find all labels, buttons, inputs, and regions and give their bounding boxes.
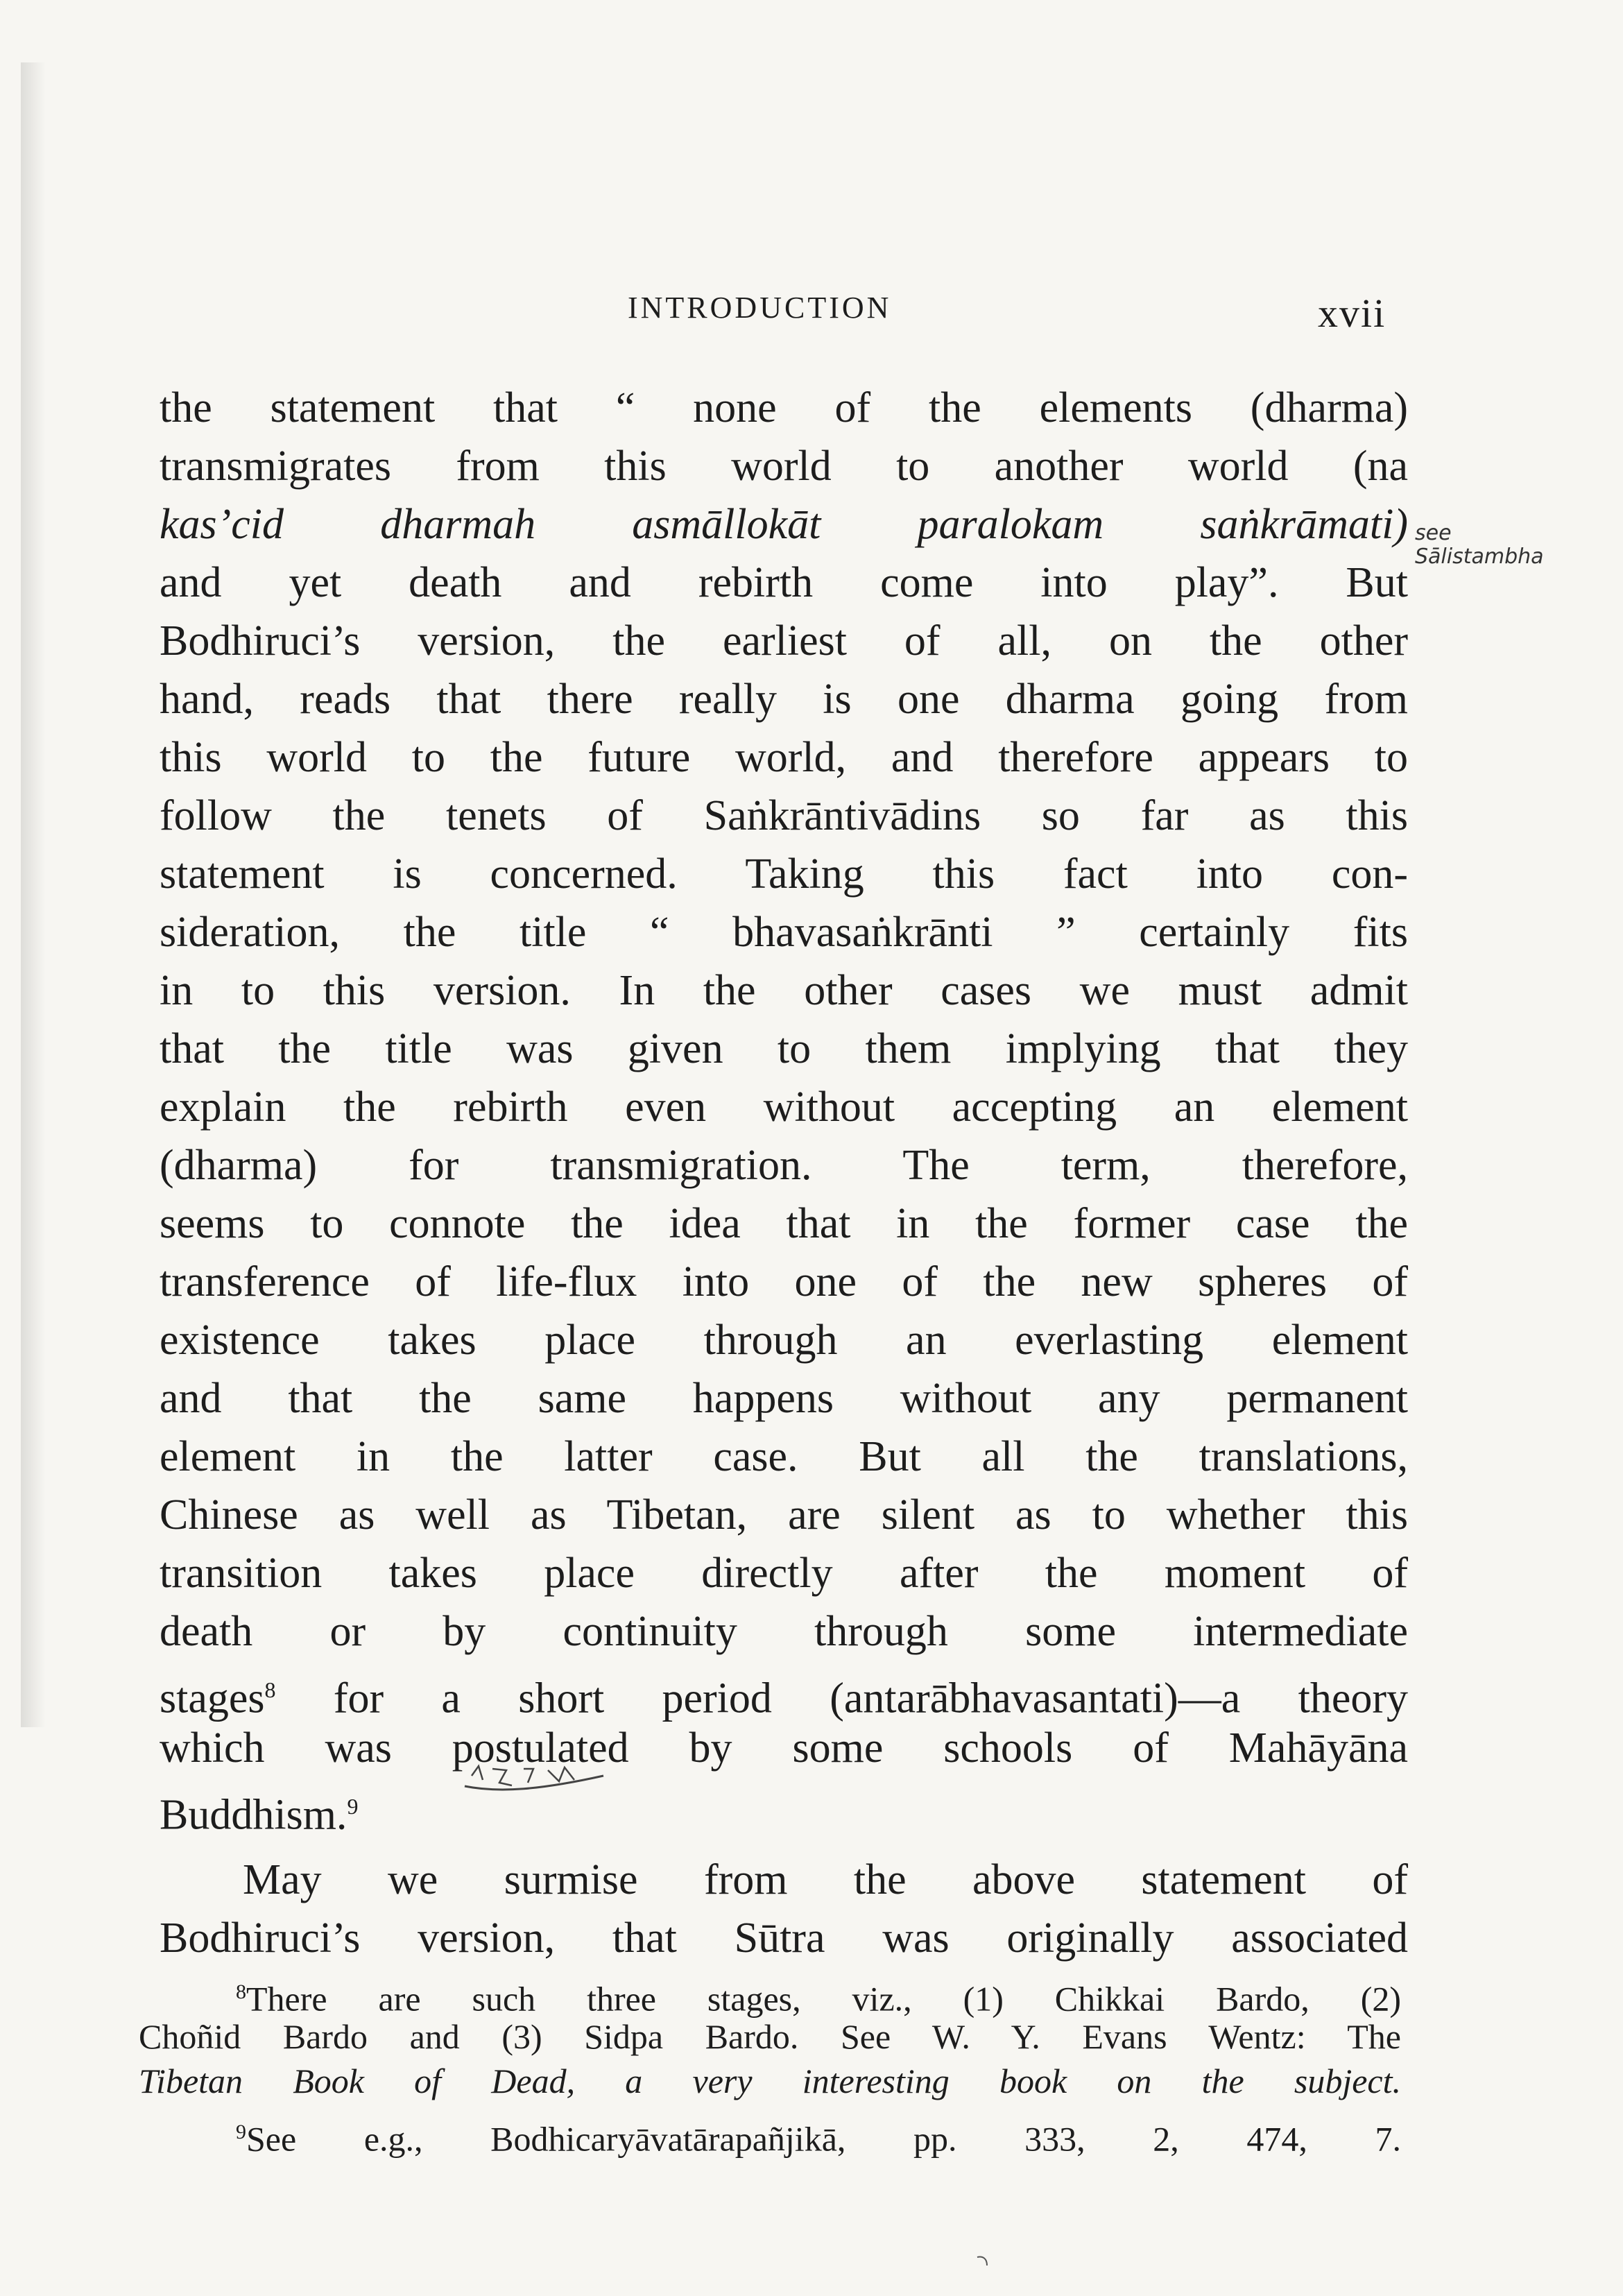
footnote-line: Tibetan Book of Dead, a very interesting book on the subject. [139,2062,1401,2100]
text-line: and yet death and rebirth come into play”. But [160,559,1408,606]
margin-note-line: see [1415,521,1452,545]
text-line: Buddhism.$^9$ [160,1791,359,1839]
page-number: xvii [1318,291,1386,336]
running-head: INTRODUCTION [628,291,892,325]
text-line: death or by continuity through some intermediate [160,1608,1408,1655]
binding-edge-shadow [21,62,46,1727]
text-line: existence takes place through an everlasting element [160,1317,1408,1364]
footnote-ref: 8 [264,1677,276,1702]
text-line: and that the same happens without any permanent [160,1375,1408,1422]
footnote-mark: 8 [236,1980,246,2003]
text-line: transference of life-flux into one of the new spheres of [160,1258,1408,1305]
footnote-mark: 9 [236,2121,246,2143]
text-line: this world to the future world, and therefore appears to [160,734,1408,781]
text-line: which was postulated by some schools of Mahāyāna [160,1724,1408,1772]
text-line: explain the rebirth even without accepting an element [160,1083,1408,1131]
footnote-ref: 9 [347,1794,359,1819]
text-line [160,497,1408,552]
text-line: (dharma) for transmigration. The term, therefore, [160,1142,1408,1189]
margin-note-line: Sālistambha [1415,545,1544,569]
text-line: transition takes place directly after the moment of [160,1550,1408,1597]
text-line: Chinese as well as Tibetan, are silent as to whether this [160,1491,1408,1539]
text-line: in to this version. In the other cases we must admit [160,967,1408,1014]
text-line: transmigrates from this world to another world (na [160,443,1408,490]
text-line: Bodhiruci’s version, the earliest of all, on the other [160,617,1408,665]
text-line: statement is concerned. Taking this fact into con- [160,850,1408,898]
text-line: element in the latter case. But all the translations, [160,1433,1408,1480]
handwritten-scribble [458,1755,610,1810]
footnote-line: $^8$There are such three stages, viz., (1) Chikkai Bardo, (2) [236,1979,1401,2019]
text-line: the statement that “ none of the elements (dharma) [160,384,1408,431]
text-line: sideration, the title “ bhavasaṅkrānti ” certainly fits [160,909,1408,956]
text-line: follow the tenets of Saṅkrāntivādins so far as this [160,792,1408,839]
sanskrit-quote: kas’cid dharmah asmāllokāt paralokam saṅkrāmati) [160,501,1408,548]
text-line: that the title was given to them implying that they [160,1025,1408,1072]
text-line: stages$^8$ for a short period (antarābhavasantati)—a theory [160,1674,1408,1722]
text-line: Bodhiruci’s version, that Sūtra was originally associated [160,1914,1408,1962]
text-line: May we surmise from the above statement of [243,1856,1408,1903]
text-line: hand, reads that there really is one dharma going from [160,676,1408,723]
footnote-line: Choñid Bardo and (3) Sidpa Bardo. See W. Y. Evans Wentz: The [139,2017,1401,2056]
footnote-line: $^9$See e.g., Bodhicaryāvatārapañjikā, pp. 333, 2, 474, 7. [236,2119,1401,2159]
text-line: seems to connote the idea that in the former case the [160,1200,1408,1247]
stray-mark [974,2253,991,2270]
